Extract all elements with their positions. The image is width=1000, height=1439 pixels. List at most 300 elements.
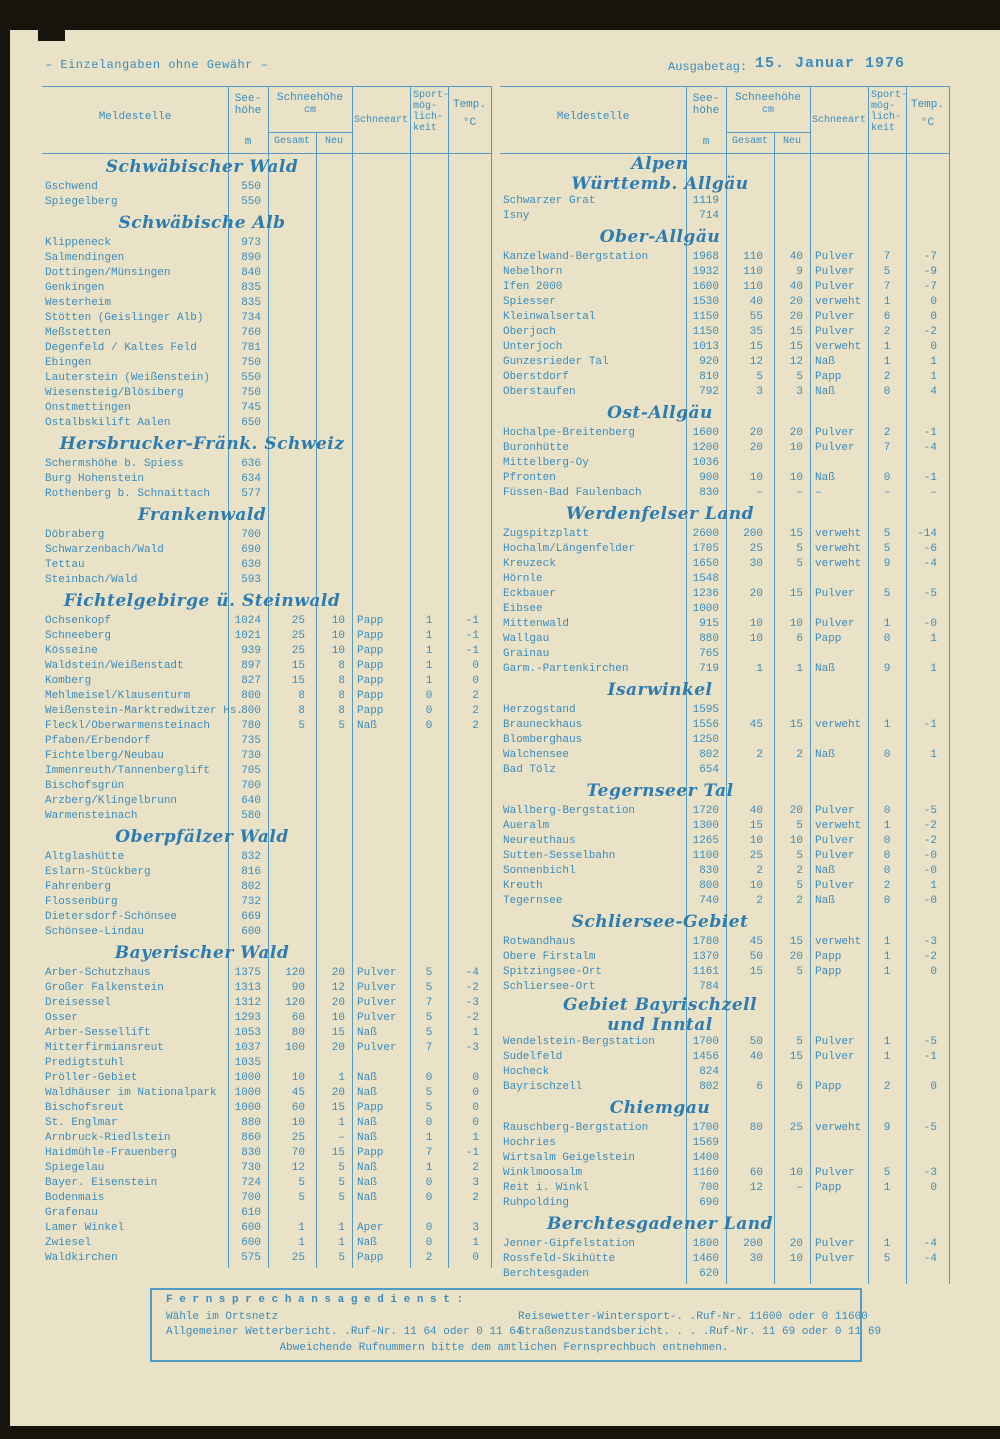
cell-snow-type: Pulver bbox=[815, 427, 855, 439]
cell-elevation: 816 bbox=[241, 866, 261, 878]
cell-station: Pfaben/Erbendorf bbox=[45, 735, 151, 747]
cell-snow-new bbox=[316, 558, 352, 573]
cell-elevation: 830 bbox=[699, 865, 719, 877]
cell-station: Winklmoosalm bbox=[503, 1167, 583, 1179]
table-row bbox=[42, 925, 492, 940]
cell-snow-type: Aper bbox=[357, 1222, 384, 1234]
cell-snow-type bbox=[352, 195, 410, 210]
cell-elevation: 765 bbox=[699, 648, 719, 660]
cell-snow-new: 5 bbox=[796, 880, 803, 892]
cell-snow-new bbox=[774, 456, 810, 471]
cell-snow-type: Naß bbox=[357, 1027, 377, 1039]
cell-elevation: 840 bbox=[241, 267, 261, 279]
cell-snow-type bbox=[352, 779, 410, 794]
header-temp-unit: °C bbox=[462, 117, 477, 129]
phone-service-note: Abweichende Rufnummern bitte dem amtlichen Fernsprechbuch entnehmen. bbox=[279, 1342, 729, 1354]
cell-elevation: 1024 bbox=[234, 615, 261, 627]
cell-sport: 2 bbox=[883, 1081, 891, 1093]
table-row bbox=[42, 311, 492, 326]
table-row bbox=[42, 996, 492, 1011]
cell-station: Altglashütte bbox=[45, 851, 125, 863]
cell-sport: 5 bbox=[883, 1253, 891, 1265]
cell-sport bbox=[410, 880, 448, 895]
table-row bbox=[42, 981, 492, 996]
cell-sport: 5 bbox=[425, 1087, 433, 1099]
cell-snow-total: 45 bbox=[749, 719, 763, 731]
section-title: Frankenwald bbox=[137, 505, 267, 525]
cell-station: Flossenbürg bbox=[45, 896, 118, 908]
cell-snow-type bbox=[352, 296, 410, 311]
table-row bbox=[42, 1086, 492, 1101]
cell-snow-total: 30 bbox=[749, 1253, 763, 1265]
cell-snow-new bbox=[316, 895, 352, 910]
cell-elevation: 1312 bbox=[234, 997, 261, 1009]
cell-snow-type: – bbox=[815, 487, 822, 499]
cell-station: Sudelfeld bbox=[503, 1051, 563, 1063]
header-sport: lich- bbox=[871, 112, 902, 123]
cell-snow-total: 5 bbox=[298, 1192, 305, 1204]
table-row bbox=[500, 1267, 950, 1282]
table-header bbox=[500, 86, 950, 154]
cell-snow-type: Pulver bbox=[357, 997, 397, 1009]
table-row bbox=[42, 809, 492, 824]
cell-station: Fahrenberg bbox=[45, 881, 112, 893]
cell-temp: 0 bbox=[472, 1117, 479, 1129]
cell-elevation: 669 bbox=[241, 911, 261, 923]
cell-sport bbox=[410, 487, 448, 502]
cell-snow-total: 20 bbox=[749, 588, 763, 600]
cell-station: Lamer Winkel bbox=[45, 1222, 125, 1234]
table-row bbox=[500, 310, 950, 325]
cell-snow-type bbox=[810, 602, 868, 617]
table-row bbox=[42, 386, 492, 401]
cell-station: Mitterfirmiansreut bbox=[45, 1042, 164, 1054]
cell-temp: 0 bbox=[930, 296, 937, 308]
cell-snow-new bbox=[316, 281, 352, 296]
cell-temp: 2 bbox=[472, 690, 479, 702]
cell-sport bbox=[410, 1206, 448, 1221]
cell-snow-type: Papp bbox=[357, 1147, 384, 1159]
cell-snow-total: 1 bbox=[756, 663, 763, 675]
cell-snow-total: 25 bbox=[749, 543, 763, 555]
cell-snow-type: Naß bbox=[357, 1072, 377, 1084]
cell-snow-total bbox=[726, 572, 774, 587]
cell-snow-new: 8 bbox=[338, 705, 345, 717]
cell-snow-type bbox=[352, 543, 410, 558]
cell-snow-new bbox=[774, 703, 810, 718]
table-row bbox=[500, 542, 950, 557]
header-temp-unit: °C bbox=[920, 117, 935, 129]
cell-sport: 0 bbox=[425, 1237, 433, 1249]
scan-edge-notch bbox=[38, 30, 65, 41]
cell-snow-total bbox=[268, 356, 316, 371]
cell-elevation: 690 bbox=[241, 544, 261, 556]
cell-temp bbox=[448, 251, 492, 266]
cell-snow-total bbox=[726, 733, 774, 748]
cell-snow-type: verweht bbox=[815, 936, 862, 948]
cell-sport: 1 bbox=[425, 1132, 433, 1144]
cell-sport: 1 bbox=[883, 966, 891, 978]
header-snow-type: Schneeart bbox=[353, 115, 408, 126]
cell-snow-new: 15 bbox=[789, 326, 803, 338]
cell-temp bbox=[448, 195, 492, 210]
table-row bbox=[42, 326, 492, 341]
cell-elevation: 1000 bbox=[234, 1102, 261, 1114]
cell-snow-new: 20 bbox=[789, 296, 803, 308]
cell-sport: 1 bbox=[425, 645, 433, 657]
section-title: Bayerischer Wald bbox=[114, 943, 290, 963]
cell-snow-new bbox=[316, 401, 352, 416]
cell-snow-total bbox=[268, 880, 316, 895]
cell-snow-type bbox=[352, 266, 410, 281]
cell-elevation: 900 bbox=[699, 472, 719, 484]
cell-temp: 1 bbox=[930, 749, 937, 761]
table-row bbox=[500, 441, 950, 456]
cell-snow-total bbox=[726, 1065, 774, 1080]
cell-snow-total: 40 bbox=[749, 805, 763, 817]
cell-temp: -2 bbox=[923, 326, 937, 338]
cell-snow-type: Pulver bbox=[815, 1036, 855, 1048]
section-title: Württemb. Allgäu bbox=[571, 174, 749, 194]
cell-snow-total: 25 bbox=[291, 615, 305, 627]
cell-station: Warmensteinach bbox=[45, 810, 138, 822]
table-row bbox=[500, 355, 950, 370]
cell-snow-new bbox=[316, 528, 352, 543]
table-row bbox=[500, 527, 950, 542]
cell-temp bbox=[448, 416, 492, 431]
table-row bbox=[42, 401, 492, 416]
section-title: Werdenfelser Land bbox=[565, 504, 755, 524]
table-row bbox=[42, 764, 492, 779]
cell-temp bbox=[448, 794, 492, 809]
cell-snow-new bbox=[316, 543, 352, 558]
cell-snow-type bbox=[352, 371, 410, 386]
cell-elevation: 1375 bbox=[234, 967, 261, 979]
table-row bbox=[42, 674, 492, 689]
cell-snow-new: 2 bbox=[796, 749, 803, 761]
cell-temp: – bbox=[930, 487, 937, 499]
cell-snow-total: 55 bbox=[749, 311, 763, 323]
header-divider-line bbox=[268, 132, 352, 133]
cell-snow-type bbox=[352, 749, 410, 764]
cell-temp: 1 bbox=[930, 633, 937, 645]
cell-station: Garm.-Partenkirchen bbox=[503, 663, 629, 675]
cell-elevation: 550 bbox=[241, 372, 261, 384]
cell-temp: -3 bbox=[923, 936, 937, 948]
table-row bbox=[42, 749, 492, 764]
cell-station: Kreuzeck bbox=[503, 558, 556, 570]
cell-sport: 1 bbox=[883, 618, 891, 630]
table-row bbox=[500, 1252, 950, 1267]
cell-snow-total bbox=[268, 487, 316, 502]
cell-snow-type bbox=[810, 194, 868, 209]
table-row bbox=[500, 1136, 950, 1151]
cell-temp bbox=[448, 925, 492, 940]
cell-station: Sutten-Sesselbahn bbox=[503, 850, 616, 862]
cell-snow-total: 45 bbox=[749, 936, 763, 948]
cell-temp: 0 bbox=[930, 1182, 937, 1194]
cell-snow-new: 2 bbox=[796, 895, 803, 907]
cell-temp bbox=[448, 910, 492, 925]
cell-temp bbox=[448, 236, 492, 251]
cell-temp: -1 bbox=[465, 1147, 479, 1159]
cell-snow-type bbox=[352, 281, 410, 296]
cell-snow-new: 12 bbox=[789, 356, 803, 368]
cell-sport bbox=[410, 865, 448, 880]
cell-snow-total bbox=[726, 209, 774, 224]
cell-elevation: 600 bbox=[241, 1237, 261, 1249]
cell-temp: -3 bbox=[465, 1042, 479, 1054]
cell-temp bbox=[906, 733, 950, 748]
table-row bbox=[500, 733, 950, 748]
cell-sport bbox=[410, 573, 448, 588]
cell-elevation: 575 bbox=[241, 1252, 261, 1264]
cell-station: Burg Hohenstein bbox=[45, 473, 145, 485]
table-row bbox=[500, 471, 950, 486]
cell-snow-new: 1 bbox=[338, 1237, 345, 1249]
cell-snow-total: 25 bbox=[291, 1132, 305, 1144]
cell-temp: -3 bbox=[465, 997, 479, 1009]
cell-station: Klippeneck bbox=[45, 237, 112, 249]
cell-snow-total: 2 bbox=[756, 895, 763, 907]
cell-snow-total: 12 bbox=[749, 356, 763, 368]
table-row bbox=[500, 572, 950, 587]
cell-snow-total: 12 bbox=[291, 1162, 305, 1174]
cell-elevation: 1569 bbox=[692, 1137, 719, 1149]
cell-temp: -3 bbox=[923, 1167, 937, 1179]
cell-temp bbox=[448, 809, 492, 824]
cell-snow-type: Pulver bbox=[815, 281, 855, 293]
cell-snow-new: 3 bbox=[796, 386, 803, 398]
cell-temp: 0 bbox=[930, 1081, 937, 1093]
cell-elevation: 2600 bbox=[692, 528, 719, 540]
header-elevation-unit: m bbox=[702, 136, 710, 148]
table-row bbox=[42, 1101, 492, 1116]
cell-temp bbox=[906, 1267, 950, 1282]
cell-station: Blomberghaus bbox=[503, 734, 583, 746]
table-row bbox=[42, 689, 492, 704]
cell-temp bbox=[448, 734, 492, 749]
cell-snow-total: 60 bbox=[749, 1167, 763, 1179]
cell-temp: -0 bbox=[923, 865, 937, 877]
cell-snow-total: 20 bbox=[749, 442, 763, 454]
cell-temp bbox=[448, 281, 492, 296]
cell-sport: 5 bbox=[425, 1012, 433, 1024]
cell-elevation: 780 bbox=[241, 720, 261, 732]
cell-snow-type: Naß bbox=[357, 1177, 377, 1189]
cell-elevation: 1119 bbox=[692, 195, 719, 207]
table-row bbox=[42, 1191, 492, 1206]
table-row bbox=[500, 748, 950, 763]
cell-snow-total bbox=[268, 779, 316, 794]
cell-snow-new: 25 bbox=[789, 1122, 803, 1134]
cell-temp bbox=[906, 1065, 950, 1080]
cell-snow-total: 110 bbox=[743, 266, 763, 278]
cell-station: Oberstdorf bbox=[503, 371, 570, 383]
table-row bbox=[42, 1056, 492, 1071]
cell-station: Spiegelberg bbox=[45, 196, 118, 208]
cell-sport: 0 bbox=[883, 749, 891, 761]
cell-sport: 0 bbox=[425, 720, 433, 732]
cell-snow-total: 10 bbox=[749, 633, 763, 645]
cell-snow-total bbox=[268, 528, 316, 543]
cell-snow-total: 100 bbox=[285, 1042, 305, 1054]
cell-elevation: 1313 bbox=[234, 982, 261, 994]
cell-elevation: 1600 bbox=[692, 281, 719, 293]
cell-snow-type: Pulver bbox=[815, 1238, 855, 1250]
cell-elevation: 600 bbox=[241, 926, 261, 938]
cell-snow-total bbox=[268, 195, 316, 210]
cell-snow-total bbox=[268, 296, 316, 311]
cell-snow-type: Papp bbox=[357, 1252, 384, 1264]
cell-snow-new bbox=[316, 1056, 352, 1071]
cell-elevation: 1556 bbox=[692, 719, 719, 731]
header-snow-unit: cm bbox=[761, 105, 774, 116]
cell-station: Tegernsee bbox=[503, 895, 563, 907]
cell-snow-new: 8 bbox=[338, 675, 345, 687]
table-row bbox=[500, 265, 950, 280]
cell-snow-type bbox=[352, 472, 410, 487]
cell-snow-new bbox=[774, 209, 810, 224]
cell-station: Salmendingen bbox=[45, 252, 125, 264]
cell-elevation: 1293 bbox=[234, 1012, 261, 1024]
cell-snow-new bbox=[774, 194, 810, 209]
cell-elevation: 1600 bbox=[692, 427, 719, 439]
cell-station: Kreuth bbox=[503, 880, 543, 892]
cell-temp: -5 bbox=[923, 1122, 937, 1134]
cell-elevation: 920 bbox=[699, 356, 719, 368]
cell-sport bbox=[868, 980, 906, 995]
cell-elevation: 1265 bbox=[692, 835, 719, 847]
cell-temp: 3 bbox=[472, 1177, 479, 1189]
cell-sport: 1 bbox=[425, 675, 433, 687]
cell-snow-total bbox=[268, 573, 316, 588]
cell-station: Bodenmais bbox=[45, 1192, 105, 1204]
table-row bbox=[42, 850, 492, 865]
cell-snow-type: verweht bbox=[815, 719, 862, 731]
table-row bbox=[500, 819, 950, 834]
cell-sport bbox=[410, 794, 448, 809]
table-row bbox=[42, 1251, 492, 1266]
table-row bbox=[42, 528, 492, 543]
cell-station: Degenfeld / Kaltes Feld bbox=[45, 342, 197, 354]
cell-elevation: 1548 bbox=[692, 573, 719, 585]
cell-station: Obere Firstalm bbox=[503, 951, 596, 963]
cell-elevation: 1705 bbox=[692, 543, 719, 555]
cell-sport: 0 bbox=[425, 705, 433, 717]
cell-station: Ruhpolding bbox=[503, 1197, 570, 1209]
cell-station: Schwarzer Grat bbox=[503, 195, 596, 207]
cell-elevation: 593 bbox=[241, 574, 261, 586]
cell-snow-total bbox=[268, 910, 316, 925]
cell-sport: 2 bbox=[883, 326, 891, 338]
cell-snow-new bbox=[316, 356, 352, 371]
cell-snow-type: Papp bbox=[357, 660, 384, 672]
cell-temp bbox=[448, 850, 492, 865]
cell-snow-new bbox=[316, 809, 352, 824]
cell-sport: 1 bbox=[883, 1182, 891, 1194]
table-row bbox=[42, 416, 492, 431]
cell-temp bbox=[448, 457, 492, 472]
cell-station: Döbraberg bbox=[45, 529, 105, 541]
cell-elevation: 1780 bbox=[692, 936, 719, 948]
cell-snow-new: 20 bbox=[331, 967, 345, 979]
cell-station: Ifen 2000 bbox=[503, 281, 563, 293]
cell-snow-type: Papp bbox=[357, 615, 384, 627]
cell-snow-type bbox=[352, 326, 410, 341]
header-elevation-unit: m bbox=[244, 136, 252, 148]
cell-temp: 0 bbox=[472, 1072, 479, 1084]
cell-station: Berchtesgaden bbox=[503, 1268, 589, 1280]
cell-sport: 1 bbox=[425, 660, 433, 672]
cell-snow-type: Papp bbox=[815, 1182, 842, 1194]
cell-sport: 7 bbox=[425, 997, 433, 1009]
cell-temp: -4 bbox=[923, 1238, 937, 1250]
cell-elevation: 827 bbox=[241, 675, 261, 687]
header-elevation: See- bbox=[234, 93, 262, 105]
cell-sport: 5 bbox=[883, 528, 891, 540]
cell-sport bbox=[410, 180, 448, 195]
cell-station: Kösseine bbox=[45, 645, 98, 657]
cell-snow-total: 10 bbox=[749, 618, 763, 630]
cell-elevation: 802 bbox=[241, 881, 261, 893]
cell-snow-new: – bbox=[796, 1182, 803, 1194]
cell-snow-total: 80 bbox=[749, 1122, 763, 1134]
table-body-1 bbox=[500, 154, 950, 1282]
cell-snow-total bbox=[268, 457, 316, 472]
cell-snow-total: 35 bbox=[749, 326, 763, 338]
cell-elevation: 1595 bbox=[692, 704, 719, 716]
cell-sport: 6 bbox=[883, 311, 891, 323]
scan-edge-top bbox=[0, 0, 1000, 30]
header-temp: Temp. bbox=[910, 99, 944, 111]
cell-snow-type bbox=[352, 311, 410, 326]
cell-elevation: 830 bbox=[699, 487, 719, 499]
cell-sport bbox=[410, 311, 448, 326]
cell-sport: 5 bbox=[883, 588, 891, 600]
table-row bbox=[42, 966, 492, 981]
cell-snow-total: 60 bbox=[291, 1012, 305, 1024]
cell-station: Meßstetten bbox=[45, 327, 112, 339]
cell-station: Steinbach/Wald bbox=[45, 574, 138, 586]
cell-snow-type bbox=[352, 850, 410, 865]
cell-elevation: 654 bbox=[699, 764, 719, 776]
cell-elevation: 835 bbox=[241, 282, 261, 294]
cell-temp bbox=[448, 880, 492, 895]
cell-snow-total bbox=[726, 1196, 774, 1211]
cell-temp bbox=[448, 341, 492, 356]
cell-snow-total: 25 bbox=[749, 850, 763, 862]
cell-station: Kanzelwand-Bergstation bbox=[503, 251, 649, 263]
cell-elevation: 700 bbox=[699, 1182, 719, 1194]
cell-snow-total bbox=[726, 456, 774, 471]
cell-snow-new bbox=[316, 266, 352, 281]
cell-snow-type: Naß bbox=[815, 386, 835, 398]
cell-sport: 1 bbox=[883, 1036, 891, 1048]
cell-sport: 1 bbox=[883, 936, 891, 948]
cell-temp: -9 bbox=[923, 266, 937, 278]
cell-station: Buronhütte bbox=[503, 442, 570, 454]
cell-elevation: 750 bbox=[241, 387, 261, 399]
cell-snow-type bbox=[352, 341, 410, 356]
cell-snow-new: 8 bbox=[338, 660, 345, 672]
cell-snow-total bbox=[268, 850, 316, 865]
cell-snow-total bbox=[268, 794, 316, 809]
cell-snow-type: Pulver bbox=[357, 1012, 397, 1024]
cell-snow-type bbox=[352, 794, 410, 809]
cell-station: Rotwandhaus bbox=[503, 936, 576, 948]
cell-sport bbox=[410, 910, 448, 925]
